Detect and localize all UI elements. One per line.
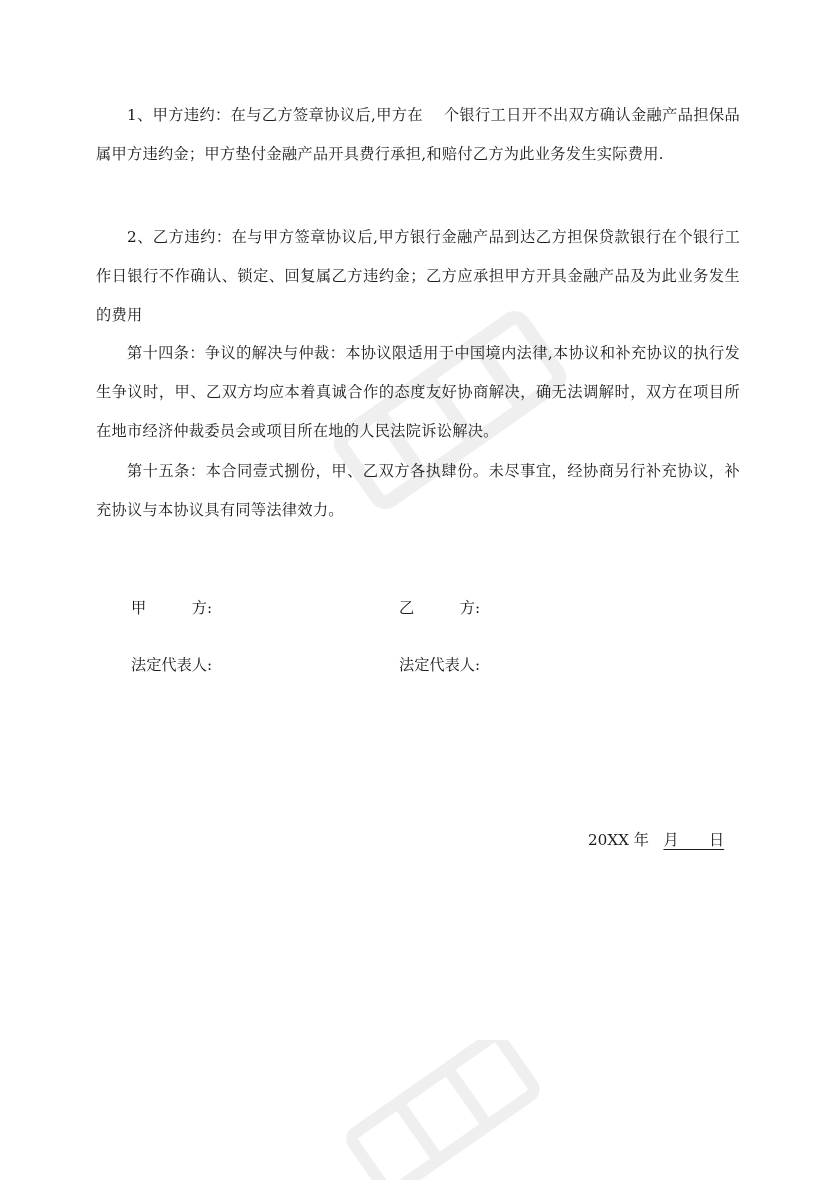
article-15-copies: 第十五条：本合同壹式捌份，甲、乙双方各执肆份。未尽事宜，经协商另行补充协议，补充协议与本协议具有同等法律效力。 — [96, 462, 740, 519]
clause-breach-party-b: 2、乙方违约：在与甲方签章协议后,甲方银行金融产品到达乙方担保贷款银行在个银行工作日银行不作确认、锁定、回复属乙方违约金；乙方应承担甲方开具金融产品及为此业务发生的费用 — [96, 228, 740, 324]
watermark-logo-bottom — [320, 1040, 560, 1180]
representative-a-label: 法定代表人: — [131, 656, 213, 674]
signing-date — [588, 829, 724, 850]
date-year: 20XX 年 — [588, 831, 649, 849]
article-14-dispute-resolution: 第十四条：争议的解决与仲裁：本协议限适用于中国境内法律,本协议和补充协议的执行发生争议时，甲、乙双方均应本着真诚合作的态度友好协商解决，确无法调解时，双方在项目所在地市经济仲裁委员会或项目所在地的人民法院诉讼解决。 — [96, 344, 740, 440]
signature-party-row — [131, 597, 731, 621]
representative-b-label: 法定代表人: — [399, 656, 481, 674]
party-b-label: 乙 方: — [399, 599, 481, 617]
date-month-day: 月 日 — [663, 831, 725, 849]
signature-representative-row — [131, 654, 731, 678]
party-a-label: 甲 方: — [131, 599, 213, 617]
clause-breach-party-a: 1、甲方违约：在与乙方签章协议后,甲方在 个银行工日开不出双方确认金融产品担保品属甲方违约金；甲方垫付金融产品开具费行承担,和赔付乙方为此业务发生实际费用. — [96, 106, 740, 163]
